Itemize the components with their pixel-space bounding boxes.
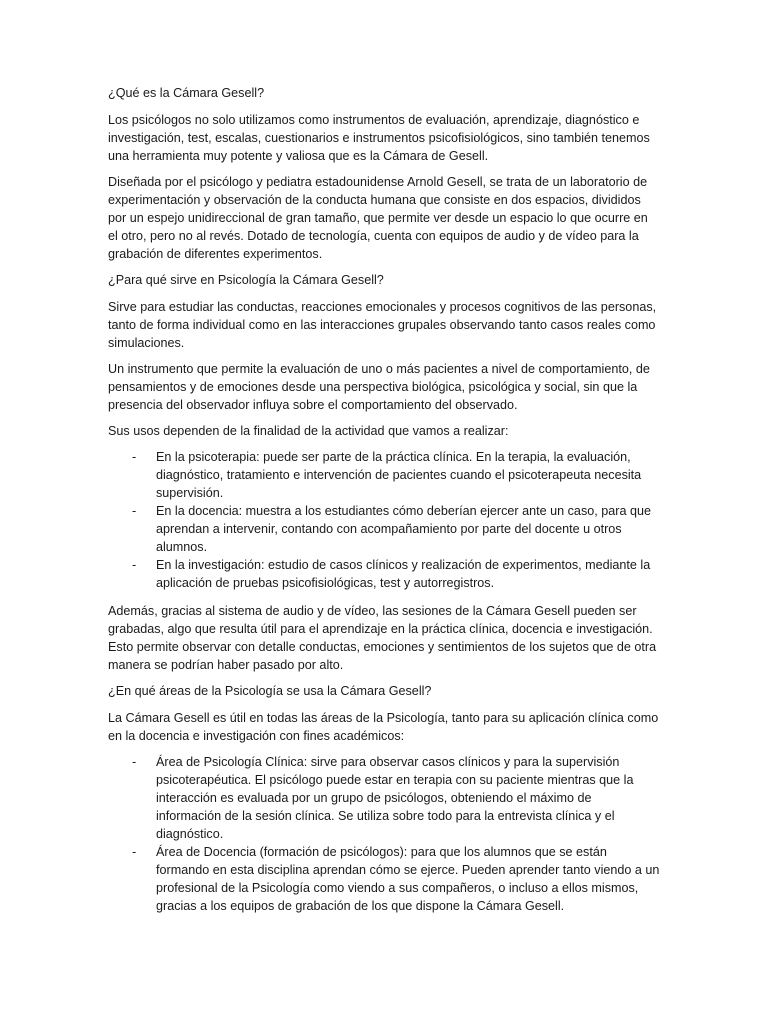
list-item <box>108 448 660 502</box>
list-item <box>108 753 660 843</box>
uses-list <box>108 448 660 592</box>
list-item-text: Área de Docencia (formación de psicólogos): para que los alumnos que se están formando en esta disciplina aprendan cómo se ejerce. Pueden aprender tanto viendo a un profesional de la Psicología como viendo a sus compañeros, o incluso a ellos mismos, gracias a los equipos de grabación de los que dispone la Cámara Gesell. <box>156 845 660 913</box>
bullet-dash: - <box>132 755 137 769</box>
list-item-text: En la docencia: muestra a los estudiantes cómo deberían ejercer ante un caso, para que aprendan a intervenir, contando con acompañamiento por parte del docente u otros alumnos. <box>156 504 651 554</box>
heading-what-is: ¿Qué es la Cámara Gesell? <box>108 86 265 100</box>
paragraph-intro: Los psicólogos no solo utilizamos como instrumentos de evaluación, aprendizaje, diagnóstico e investigación, test, escalas, cuestionarios e instrumentos psicofisiológicos, sino también tenemos una herramienta muy potente y valiosa que es la Cámara de Gesell. <box>108 113 650 163</box>
bullet-dash: - <box>132 845 137 859</box>
paragraph-areas-intro: La Cámara Gesell es útil en todas las áreas de la Psicología, tanto para su aplicación clínica como en la docencia e investigación con fines académicos: <box>108 711 659 743</box>
heading-areas: ¿En qué áreas de la Psicología se usa la Cámara Gesell? <box>108 684 432 698</box>
list-item-text: Área de Psicología Clínica: sirve para observar casos clínicos y para la supervisión psicoterapéutica. El psicólogo puede estar en terapia con su paciente mientras que la interacción es evaluada por un grupo de psicólogos, obteniendo el máximo de información de la sesión clínica. Se utiliza sobre todo para la entrevista clínica y el diagnóstico. <box>156 755 634 841</box>
list-item <box>108 502 660 556</box>
paragraph-purpose: Sirve para estudiar las conductas, reacciones emocionales y procesos cognitivos de las personas, tanto de forma individual como en las interacciones grupales observando tanto casos reales como simulaciones. <box>108 300 657 350</box>
heading-purpose: ¿Para qué sirve en Psicología la Cámara Gesell? <box>108 273 384 287</box>
paragraph-recording: Además, gracias al sistema de audio y de vídeo, las sesiones de la Cámara Gesell pueden ser grabadas, algo que resulta útil para el aprendizaje en la práctica clínica, docencia e investigación. Esto permite observar con detalle conductas, emociones y sentimientos de los sujetos que de otra manera se podrían haber pasado por alto. <box>108 604 657 672</box>
areas-list <box>108 753 660 915</box>
paragraph-uses-intro: Sus usos dependen de la finalidad de la actividad que vamos a realizar: <box>108 424 509 438</box>
list-item-text: En la investigación: estudio de casos clínicos y realización de experimentos, mediante la aplicación de pruebas psicofisiológicas, test y autorregistros. <box>156 558 651 590</box>
bullet-dash: - <box>132 504 137 518</box>
list-item <box>108 843 660 915</box>
list-item <box>108 556 660 592</box>
paragraph-instrument: Un instrumento que permite la evaluación de uno o más pacientes a nivel de comportamiento, de pensamientos y de emociones desde una perspectiva biológica, psicológica y social, sin que la presencia del observador influya sobre el comportamiento del observado. <box>108 362 650 412</box>
bullet-dash: - <box>132 450 137 464</box>
list-item-text: En la psicoterapia: puede ser parte de la práctica clínica. En la terapia, la evaluación, diagnóstico, tratamiento e intervención de pacientes cuando el psicoterapeuta necesita supervisión. <box>156 450 642 500</box>
paragraph-design: Diseñada por el psicólogo y pediatra estadounidense Arnold Gesell, se trata de un laboratorio de experimentación y observación de la conducta humana que consiste en dos espacios, divididos por un espejo unidireccional de gran tamaño, que permite ver desde un espacio lo que ocurre en el otro, pero no al revés. Dotado de tecnología, cuenta con equipos de audio y de vídeo para la grabación de diferentes experimentos. <box>108 175 648 261</box>
document-page <box>108 84 660 925</box>
bullet-dash: - <box>132 558 137 572</box>
